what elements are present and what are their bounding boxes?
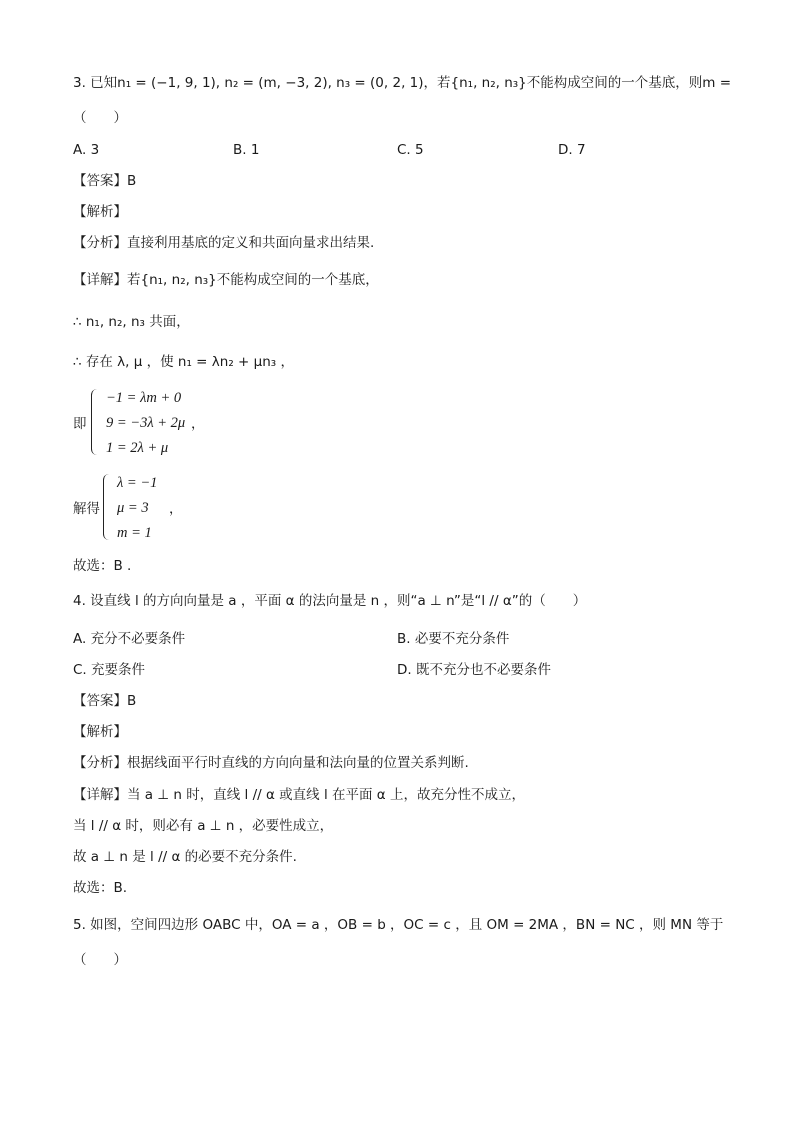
brace-icon [103,474,112,540]
q4-option-d: D. 既不充分也不必要条件 [397,662,551,678]
q3-system1-eq3: 1 = 2λ + μ [106,440,169,456]
q3-option-d: D. 7 [558,142,586,158]
q3-conclusion: 故选：B . [73,558,132,574]
q4-option-c: C. 充要条件 [73,662,146,678]
q3-fenxi: 【分析】直接利用基底的定义和共面向量求出结果. [73,235,375,251]
q3-option-c: C. 5 [397,142,424,158]
q4-step1: 当 l // α 时，则必有 a ⊥ n ，必要性成立， [73,818,334,834]
q4-answer: 【答案】B [73,693,137,709]
q3-answer: 【答案】B [73,173,137,189]
q3-option-b: B. 1 [233,142,260,158]
q4-stem: 4. 设直线 l 的方向向量是 a ，平面 α 的法向量是 n ，则“a ⊥ n”是“l // α”的（ ） [73,593,587,609]
q3-system1 [73,387,273,459]
q3-detail: 【详解】若{n₁, n₂, n₃}不能构成空间的一个基底， [73,272,379,288]
q3-system1-tail: ， [191,416,205,432]
q3-system2-eq2: μ = 3 [117,500,149,516]
q5-paren: （ ） [73,952,127,968]
q3-system1-eq2: 9 = −3λ + 2μ [106,415,186,431]
q4-option-a: A. 充分不必要条件 [73,631,186,647]
q3-system1-label: 即 [73,416,87,432]
q5-stem: 5. 如图，空间四边形 OABC 中，OA = a ，OB = b ，OC = c ，且 OM = 2MA ，BN = NC ，则 MN 等于 [73,917,724,933]
q3-option-a: A. 3 [73,142,100,158]
q4-fenxi: 【分析】根据线面平行时直线的方向向量和法向量的位置关系判断. [73,755,469,771]
q3-step1: ∴ n₁, n₂, n₃ 共面， [73,314,190,330]
q3-step2: ∴ 存在 λ, μ ，使 n₁ = λn₂ + μn₃ ， [73,354,294,370]
q3-system2-tail: ， [169,501,183,517]
q3-paren: （ ） [73,110,127,126]
brace-icon [91,389,100,455]
q3-system2 [73,472,273,544]
q4-conclusion: 故选：B. [73,880,128,896]
q3-stem: 3. 已知n₁ = (−1, 9, 1), n₂ = (m, −3, 2), n₃ = (0, 2, 1)，若{n₁, n₂, n₃}不能构成空间的一个基底，则m = [73,75,732,91]
q3-analysis-label: 【解析】 [73,204,127,220]
q3-system2-eq3: m = 1 [117,525,152,541]
q3-system2-label: 解得 [73,501,100,517]
q3-system2-eq1: λ = −1 [117,475,158,491]
q3-system1-eq1: −1 = λm + 0 [106,390,182,406]
q4-option-b: B. 必要不充分条件 [397,631,510,647]
q4-step2: 故 a ⊥ n 是 l // α 的必要不充分条件. [73,849,297,865]
q4-detail: 【详解】当 a ⊥ n 时，直线 l // α 或直线 l 在平面 α 上，故充分性不成立， [73,787,525,803]
q4-analysis-label: 【解析】 [73,724,127,740]
